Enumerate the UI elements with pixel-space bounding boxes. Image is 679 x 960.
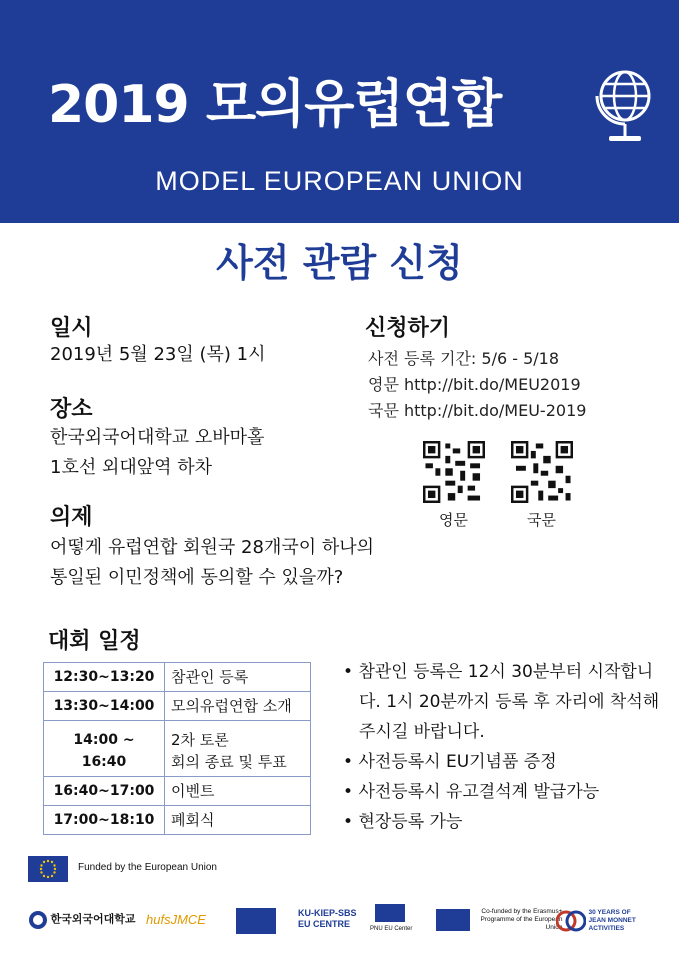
date-text: 2019년 5월 23일 (목) 1시 [50, 344, 266, 365]
hufs-logo: 한국외국어대학교 [28, 910, 136, 930]
table-row [44, 692, 311, 721]
page-heading: 사전 관람 신청 [216, 241, 463, 285]
schedule-time: 17:00~18:10 [44, 806, 165, 835]
event-title: 2019 모의유럽연합 [48, 75, 502, 135]
jean-monnet-logo: 30 YEARS OF JEAN MONNET ACTIVITIES [556, 908, 647, 934]
list-item: • 현장등록 가능 [343, 812, 463, 832]
register-period: 사전 등록 기간: 5/6 - 5/18 [368, 349, 560, 368]
funded-by-block [28, 856, 217, 882]
list-item: • 참관인 등록은 12시 30분부터 시작합니다. 1시 20분까지 등록 후 자리에 착석해주시길 바랍니다. [343, 662, 660, 742]
schedule-item: 모의유럽연합 소개 [165, 692, 311, 721]
notes-list [343, 657, 673, 837]
schedule-time: 13:30~14:00 [44, 692, 165, 721]
schedule-time: 12:30~13:20 [44, 663, 165, 692]
partner-logos [0, 900, 679, 950]
date-title: 일시 [50, 316, 93, 341]
funded-by-text: Funded by the European Union [78, 862, 217, 873]
place-title: 장소 [50, 397, 93, 422]
jmce-logo: hufsJMCE [146, 912, 206, 927]
qr-code-korean[interactable] [511, 441, 573, 503]
schedule-item: 참관인 등록 [165, 663, 311, 692]
event-subtitle: MODEL EUROPEAN UNION [155, 166, 524, 196]
schedule-table [43, 662, 311, 835]
erasmus-logo: Co-funded by the Erasmus+ Programme of the European Union [436, 908, 563, 932]
qr-label-english: 영문 [439, 511, 468, 529]
table-row [44, 721, 311, 777]
qr-label-korean: 국문 [527, 511, 556, 529]
register-title: 신청하기 [365, 316, 451, 341]
list-item: • 사전등록시 유고결석계 발급가능 [343, 782, 600, 802]
register-korean-link[interactable]: 국문 http://bit.do/MEU-2019 [368, 401, 587, 420]
agenda-line-2: 통일된 이민정책에 동의할 수 있을까? [50, 567, 344, 588]
schedule-time: 14:00 ~ 16:40 [44, 721, 165, 777]
agenda-line-1: 어떻게 유럽연합 회원국 28개국이 하나의 [50, 537, 374, 558]
eu-partner-logo [236, 908, 276, 936]
register-english-link[interactable]: 영문 http://bit.do/MEU2019 [368, 375, 581, 394]
schedule-item-line-1: 2차 토론 [171, 731, 229, 749]
schedule-title: 대회 일정 [48, 629, 141, 654]
table-row [44, 806, 311, 835]
place-line-1: 한국외국어대학교 오바마홀 [50, 427, 265, 448]
schedule-item: 폐회식 [165, 806, 311, 835]
schedule-time: 16:40~17:00 [44, 777, 165, 806]
header-banner [0, 0, 679, 223]
list-item: • 사전등록시 EU기념품 증정 [343, 752, 557, 772]
qr-code-english[interactable] [423, 441, 485, 503]
schedule-item-line-2: 회의 종료 및 투표 [171, 753, 287, 771]
schedule-item: 이벤트 [165, 777, 311, 806]
schedule-item [165, 721, 311, 777]
place-line-2: 1호선 외대앞역 하차 [50, 457, 212, 478]
table-row [44, 663, 311, 692]
globe-icon [594, 66, 656, 150]
kukiep-logo: KU-KIEP-SBS EU CENTRE [298, 908, 357, 929]
eu-flag-icon [28, 856, 68, 882]
agenda-title: 의제 [50, 505, 93, 530]
pnu-logo: PNU EU Center [370, 904, 410, 932]
table-row [44, 777, 311, 806]
